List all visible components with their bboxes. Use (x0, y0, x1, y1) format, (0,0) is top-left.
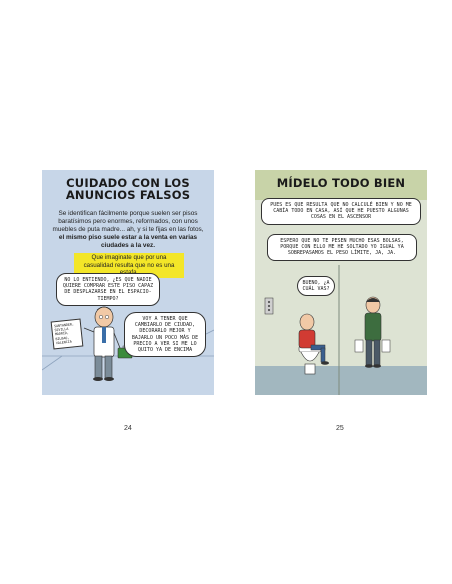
comic-page-left (42, 170, 214, 395)
cities-sign: SANTANDER, SEVILLA MADRID, BILBAO, VALENCIA (51, 319, 84, 350)
title-line-2: ANUNCIOS FALSOS (65, 188, 191, 202)
speech-bubble-2: VOY A TENER QUE CAMBIARLO DE CIUDAD, DECORARLO MEJOR Y BAJARLO UN POCO MÁS DE PRECIO A VER SI ME LO QUITO YA DE ENCIMA (124, 312, 206, 357)
title-line-1: CUIDADO CON LOS (66, 176, 190, 190)
highlighted-note: Que imaginate que por una casualidad resulta que no es una (74, 253, 184, 278)
speech-bubble-1: NO LO ENTIENDO, ¿ES QUE NADIE QUIERE COMPRAR ESTE PISO CAPAZ DE DESPLAZARSE EN EL ESPACIO-TIEMPO? (56, 273, 160, 306)
body-plain-text: Se identifican fácilmente porque suelen ser pisos baratísimos pero enormes, reformados, con unos muebles de puta madre... ah, y si te fijas en las fotos, (52, 210, 204, 233)
speech-bubble-2: ESPERO QUE NO TE PESEN MUCHO ESAS BOLSAS, PORQUE CON ELLO ME HE SOLTADO YO IGUAL YA SOBREPASAMOS EL PESO LÍMITE, JA, JA. (267, 234, 417, 261)
page-number-left: 24 (124, 425, 132, 432)
page-number-right: 25 (336, 425, 344, 432)
page-title: MÍDELO TODO BIEN (276, 176, 406, 190)
speech-bubble-1: PUES ES QUE RESULTA QUE NO CALCULÉ BIEN Y NO ME CABÍA TODO EN CASA, ASÍ QUE HE PUESTO ALGUNAS COSAS EN EL ASCENSOR (261, 198, 421, 225)
body-bold-text: el mismo piso suele estar a la venta en varias ciudades a la vez. (58, 234, 198, 249)
comic-page-right (255, 170, 427, 395)
speech-bubble-3: BUENO, ¿A CUÁL VAS? (297, 276, 335, 296)
